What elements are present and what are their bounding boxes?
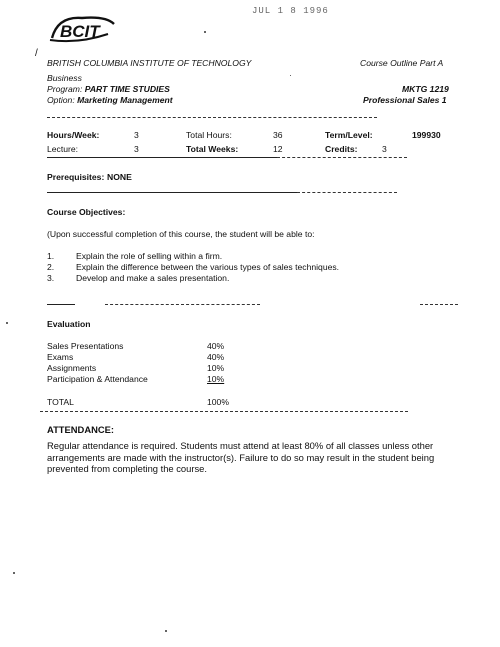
program-value: PART TIME STUDIES <box>84 84 170 94</box>
prerequisites-value: NONE <box>107 172 132 182</box>
scan-speck <box>290 75 291 76</box>
objective-number: 2. <box>47 262 55 272</box>
evaluation-heading: Evaluation <box>47 319 91 329</box>
prerequisites-label: Prerequisites: <box>47 172 105 182</box>
objectives-heading: Course Objectives: <box>47 207 126 217</box>
hours-divider-dashed <box>277 157 407 158</box>
scan-speck <box>204 31 206 33</box>
course-code: MKTG 1219 <box>402 84 449 94</box>
total-hours-label: Total Hours: <box>186 130 232 140</box>
lecture-label: Lecture: <box>47 144 79 154</box>
objectives-divider-c <box>420 304 458 305</box>
total-hours-value: 36 <box>273 130 283 140</box>
logo-text: BCIT <box>60 22 100 41</box>
course-title: Professional Sales 1 <box>363 95 447 105</box>
institution-name: BRITISH COLUMBIA INSTITUTE OF TECHNOLOGY <box>47 58 252 68</box>
attendance-heading: ATTENDANCE: <box>47 424 115 435</box>
scan-speck <box>165 630 167 632</box>
objective-number: 1. <box>47 251 55 261</box>
option-value: Marketing Management <box>77 95 173 105</box>
evaluation-label: Assignments <box>47 363 97 373</box>
lecture-value: 3 <box>134 144 139 154</box>
evaluation-label: Exams <box>47 352 74 362</box>
bcit-logo-graphic <box>48 10 118 46</box>
scan-speck <box>13 572 15 574</box>
option-label: Option: <box>47 95 75 105</box>
prereq-divider-dashed <box>297 192 397 193</box>
evaluation-value: 40% <box>207 341 225 351</box>
objectives-intro: (Upon successful completion of this course, the student will be able to: <box>47 229 315 239</box>
total-weeks-value: 12 <box>273 144 283 154</box>
scan-speck <box>6 322 8 324</box>
evaluation-label: Participation & Attendance <box>47 374 148 384</box>
prereq-divider-solid <box>47 192 297 193</box>
margin-mark: / <box>35 48 38 59</box>
term-level-value: 199930 <box>412 130 441 140</box>
evaluation-divider <box>40 411 408 412</box>
evaluation-value: 10% <box>207 374 225 384</box>
header-divider <box>47 117 377 118</box>
school-name: Business <box>47 73 82 83</box>
objective-text: Explain the difference between the various types of sales techniques. <box>76 262 340 272</box>
objective-number: 3. <box>47 273 55 283</box>
attendance-text: Regular attendance is required. Students must attend at least 80% of all classes unless other arrangements are made with the instructor(s). Failure to do so may result in the student being prevented from completing the course. <box>47 440 435 474</box>
term-level-label: Term/Level: <box>325 130 373 140</box>
hours-week-value: 3 <box>134 130 139 140</box>
objectives-divider-b <box>105 304 260 305</box>
received-stamp: JUL 1 8 1996 <box>252 6 329 16</box>
objectives-divider-a <box>47 304 75 305</box>
evaluation-value: 40% <box>207 352 225 362</box>
objective-text: Develop and make a sales presentation. <box>76 273 230 283</box>
evaluation-total-value: 100% <box>207 397 229 407</box>
hours-divider-solid <box>47 157 277 158</box>
option-line <box>47 95 173 105</box>
credits-label: Credits: <box>325 144 358 154</box>
bcit-logo <box>48 10 118 46</box>
evaluation-value: 10% <box>207 363 225 373</box>
program-line <box>47 84 170 94</box>
evaluation-total-label: TOTAL <box>47 397 74 407</box>
hours-week-label: Hours/Week: <box>47 130 100 140</box>
evaluation-label: Sales Presentations <box>47 341 124 351</box>
total-weeks-label: Total Weeks: <box>186 144 239 154</box>
objective-text: Explain the role of selling within a firm. <box>76 251 223 261</box>
credits-value: 3 <box>382 144 387 154</box>
document-type: Course Outline Part A <box>360 58 444 68</box>
program-label: Program: <box>47 84 83 94</box>
